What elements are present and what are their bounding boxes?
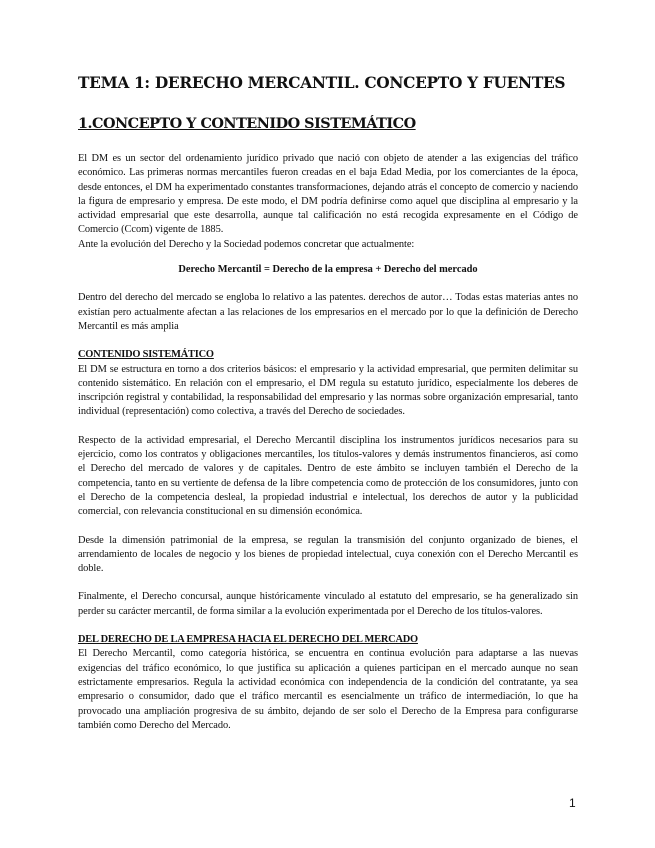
evolucion-paragraph: El Derecho Mercantil, como categoría histórica, se encuentra en continua evolución para adaptarse a las nuevas exigencias del tráfico económico, lo que justifica su aplicación a quienes participan en el mercado aunque no sean estrictamente empresarios. Regula la actividad económica con independencia de la condición del contratante, ya sea empresario o consumidor, dado que el tráfico mercantil es esencialmente un tráfico de intermediación, lo que ha provocado una ampliación progresiva de su ámbito, dejando de ser solo el Derecho de la Empresa para configurarse también como Derecho del Mercado. <box>78 648 578 731</box>
page-number: 1 <box>569 796 576 810</box>
contenido-paragraph-1: El DM se estructura en torno a dos criterios básicos: el empresario y la actividad empresarial, que permiten delimitar su contenido sistemático. En relación con el empresario, el DM regula su estatuto jurídico, especialmente los deberes de inscripción registral y contabilidad, la responsabilidad del empresario y las normas sobre organización empresarial, tanto individual (representación) como colectiva, a través del Derecho de sociedades. <box>78 363 578 418</box>
formula-line: Derecho Mercantil = Derecho de la empresa + Derecho del mercado <box>178 264 478 276</box>
contenido-paragraph-3: Desde la dimensión patrimonial de la empresa, se regulan la transmisión del conjunto organizado de bienes, el arrendamiento de locales de negocio y los bienes de propiedad intelectual, cuya conexión con el Derecho Mercantil es doble. <box>78 534 578 575</box>
market-paragraph: Dentro del derecho del mercado se engloba lo relativo a las patentes. derechos de autor… Todas estas materias antes no existían pero actualmente afectan a las relaciones de los empresarios en el mercado por lo que la definición de Derecho Mercantil es más amplia <box>78 292 578 332</box>
intro-followup: Ante la evolución del Derecho y la Sociedad podemos concretar que actualmente: <box>78 238 415 250</box>
subheading-evolucion: DEL DERECHO DE LA EMPRESA HACIA EL DERECHO DEL MERCADO <box>78 634 418 646</box>
section-title: 1.CONCEPTO Y CONTENIDO SISTEMÁTICO <box>78 115 416 132</box>
contenido-paragraph-2: Respecto de la actividad empresarial, el Derecho Mercantil disciplina los instrumentos jurídicos necesarios para su ejercicio, como los contratos y obligaciones mercantiles, los títulos-valores y demás instrumentos financieros, así como el Derecho del mercado de valores y de capitales. Dentro de este ámbito se incluyen también el Derecho de la competencia, tanto en su vertiente de defensa de la libre competencia como de protección de los consumidores, junto con el Derecho de la competencia desleal, la propiedad industrial e intelectual, los derechos de autor y la publicidad comercial, con relevancia constitucional en su dimensión económica. <box>78 434 578 518</box>
document-page <box>78 74 578 733</box>
contenido-paragraph-4: Finalmente, el Derecho concursal, aunque históricamente vinculado al estatuto del empresario, se ha generalizado sin perder su carácter mercantil, de forma similar a la evolución experimentada por el Derecho de los títulos-valores. <box>78 591 578 617</box>
intro-paragraph: El DM es un sector del ordenamiento jurídico privado que nació con objeto de atender a las exigencias del tráfico económico. Las primeras normas mercantiles fueron creadas en el baja Edad Media, por los comerciantes de la época, desde entonces, el DM ha experimentado constantes transformaciones, dejando atrás el concepto de comercio y naciendo la figura de empresario y empresa. De este modo, el DM podría definirse como aquel que disciplina al empresario y la actividad empresarial que este desarrolla, aunque tal calificación no está recogida expresamente en el Código de Comercio (Ccom) vigente de 1885. <box>78 153 578 236</box>
subheading-contenido-sistematico: CONTENIDO SISTEMÁTICO <box>78 349 214 361</box>
page-title: TEMA 1: DERECHO MERCANTIL. CONCEPTO Y FUENTES <box>78 74 566 92</box>
